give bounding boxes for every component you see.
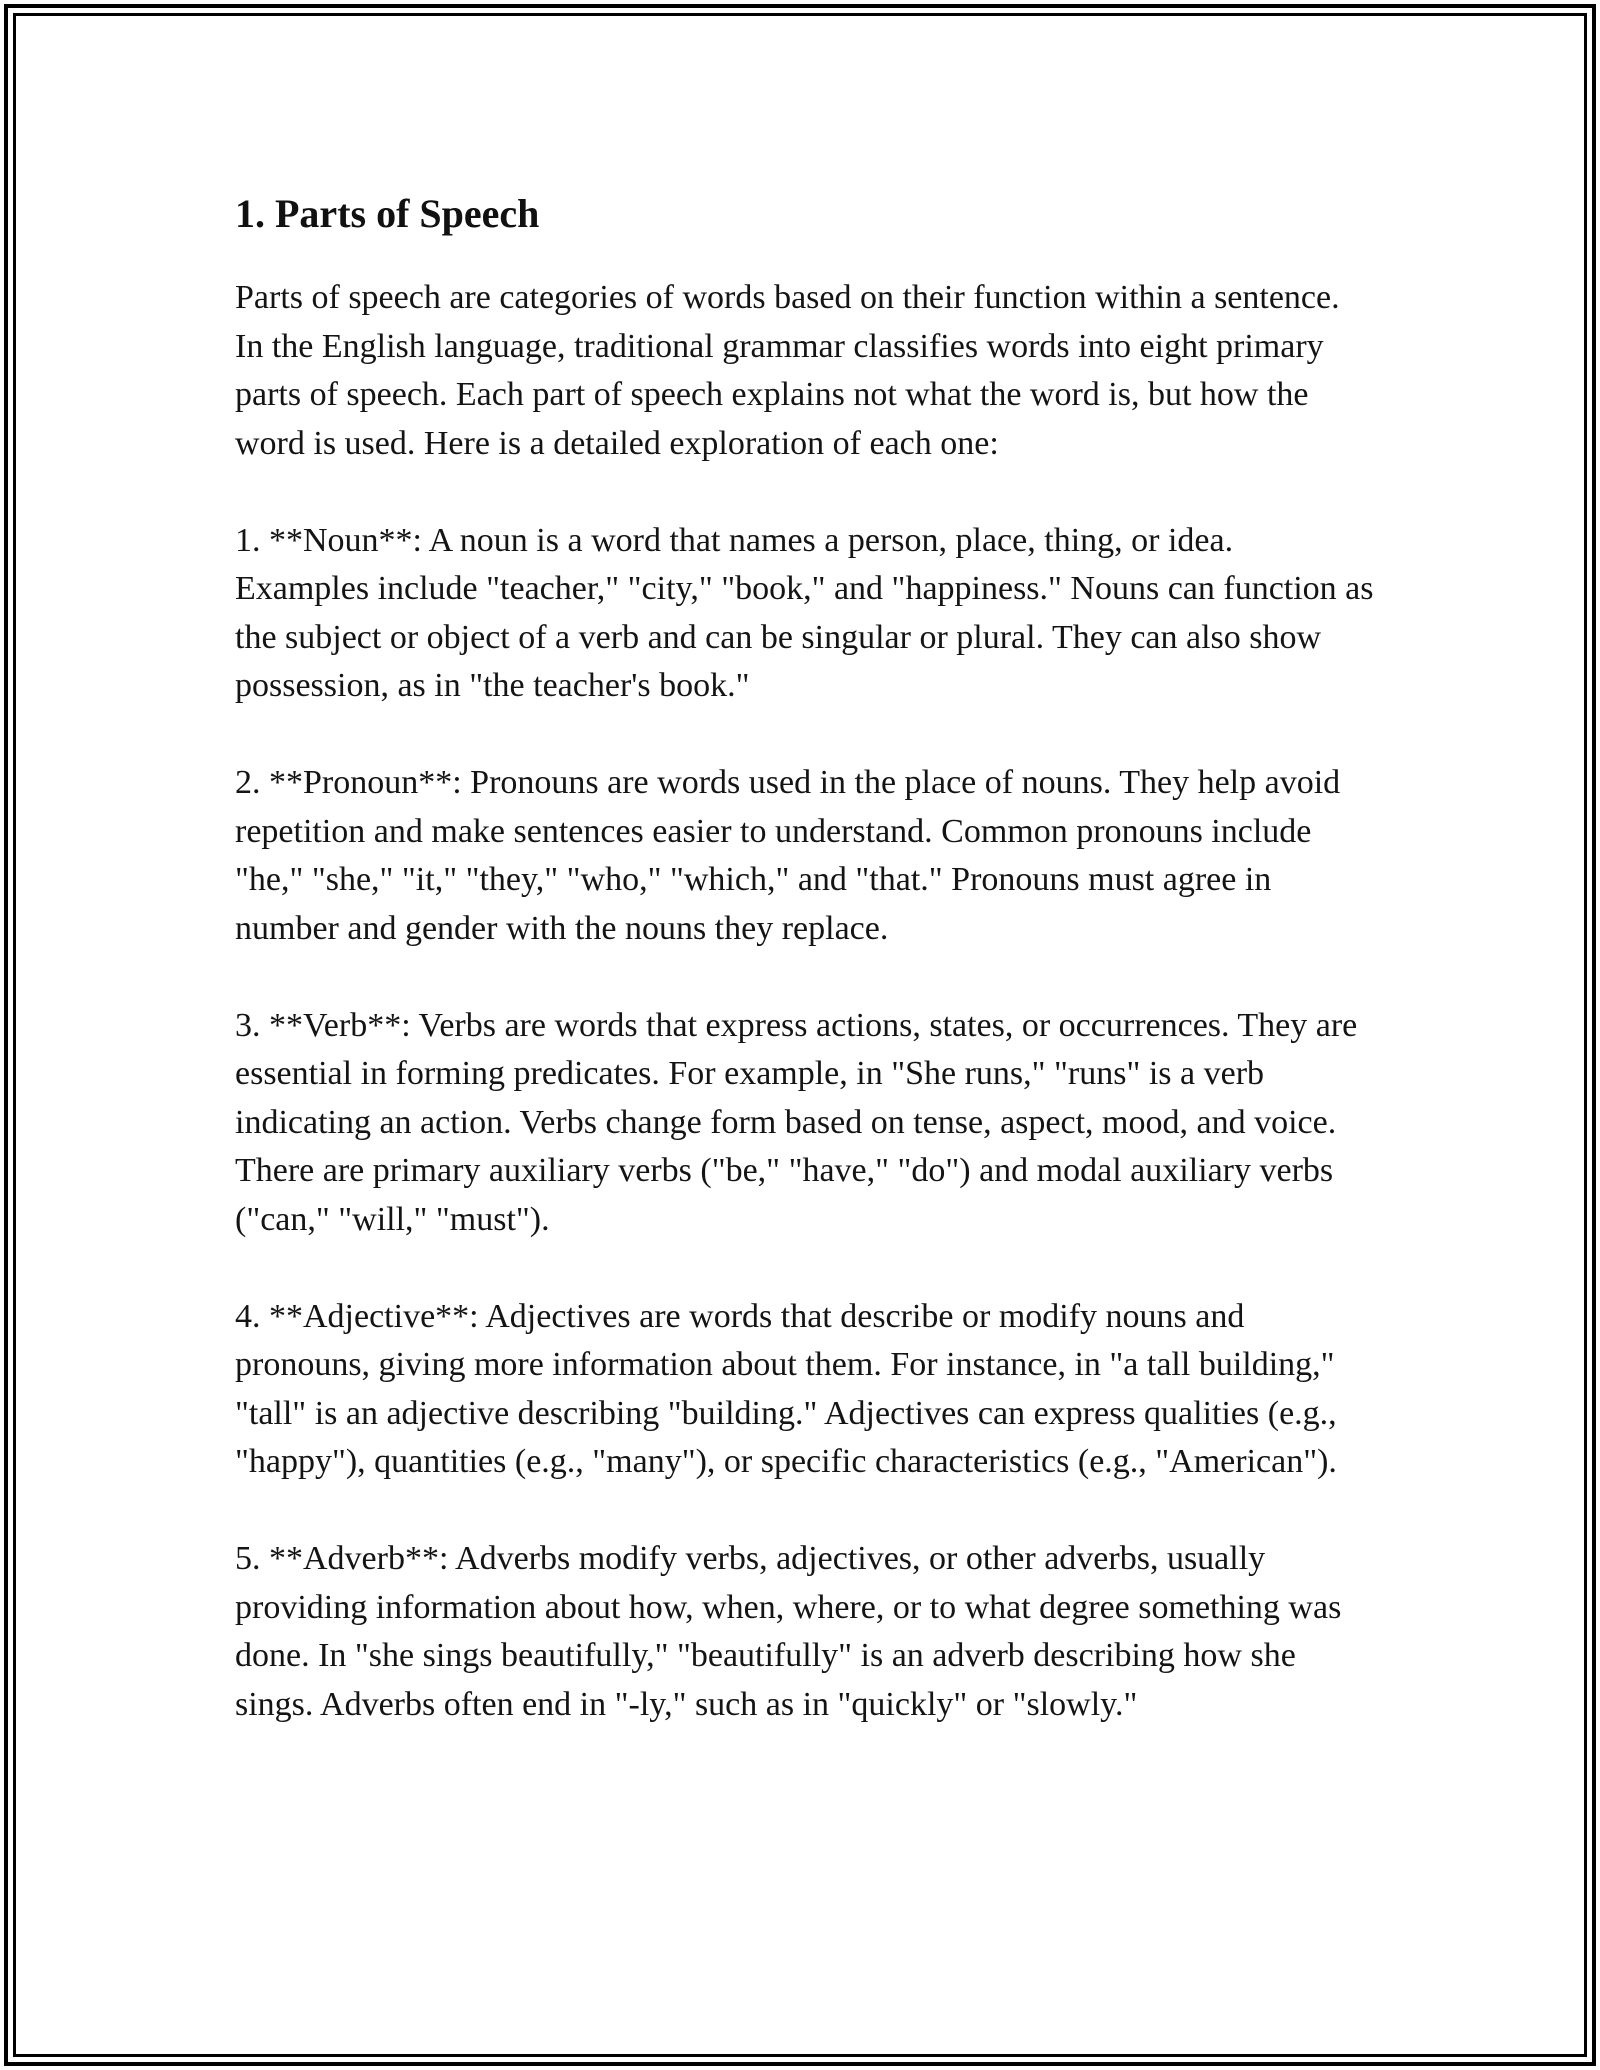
adverb-paragraph: 5. **Adverb**: Adverbs modify verbs, adjectives, or other adverbs, usually providing information about how, when, where, or to what degree something was done. In "she sings beautifully," "beautifully" is an adverb describing how she sings. Adverbs often end in "-ly," such as in "quickly" or "slowly." bbox=[235, 1540, 1342, 1723]
verb-paragraph: 3. **Verb**: Verbs are words that express actions, states, or occurrences. They are essential in forming predicates. For example, in "She runs," "runs" is a verb indicating an action. Verbs change form based on tense, aspect, mood, and voice. There are primary auxiliary verbs ("be," "have," "do") and modal auxiliary verbs ("can," "will," "must"). bbox=[235, 1006, 1358, 1238]
intro-paragraph: Parts of speech are categories of words based on their function within a sentence. In the English language, traditional grammar classifies words into eight primary parts of speech. Each part of speech explains not what the word is, but how the word is used. Here is a detailed exploration of each one: bbox=[235, 279, 1340, 462]
section-heading: 1. Parts of Speech bbox=[235, 191, 540, 236]
adjective-paragraph: 4. **Adjective**: Adjectives are words that describe or modify nouns and pronouns, giving more information about them. For instance, in "a tall building," "tall" is an adjective describing "building." Adjectives can express qualities (e.g., "happy"), quantities (e.g., "many"), or specific characteristics (e.g., "American"). bbox=[235, 1297, 1337, 1480]
noun-paragraph: 1. **Noun**: A noun is a word that names a person, place, thing, or idea. Examples include "teacher," "city," "book," and "happiness." Nouns can function as the subject or object of a verb and can be singular or plural. They can also show possession, as in "the teacher's book." bbox=[235, 521, 1374, 704]
pronoun-paragraph: 2. **Pronoun**: Pronouns are words used in the place of nouns. They help avoid repetition and make sentences easier to understand. Common pronouns include "he," "she," "it," "they," "who," "which," and "that." Pronouns must agree in number and gender with the nouns they replace. bbox=[235, 764, 1341, 947]
document-body bbox=[235, 186, 1375, 1778]
